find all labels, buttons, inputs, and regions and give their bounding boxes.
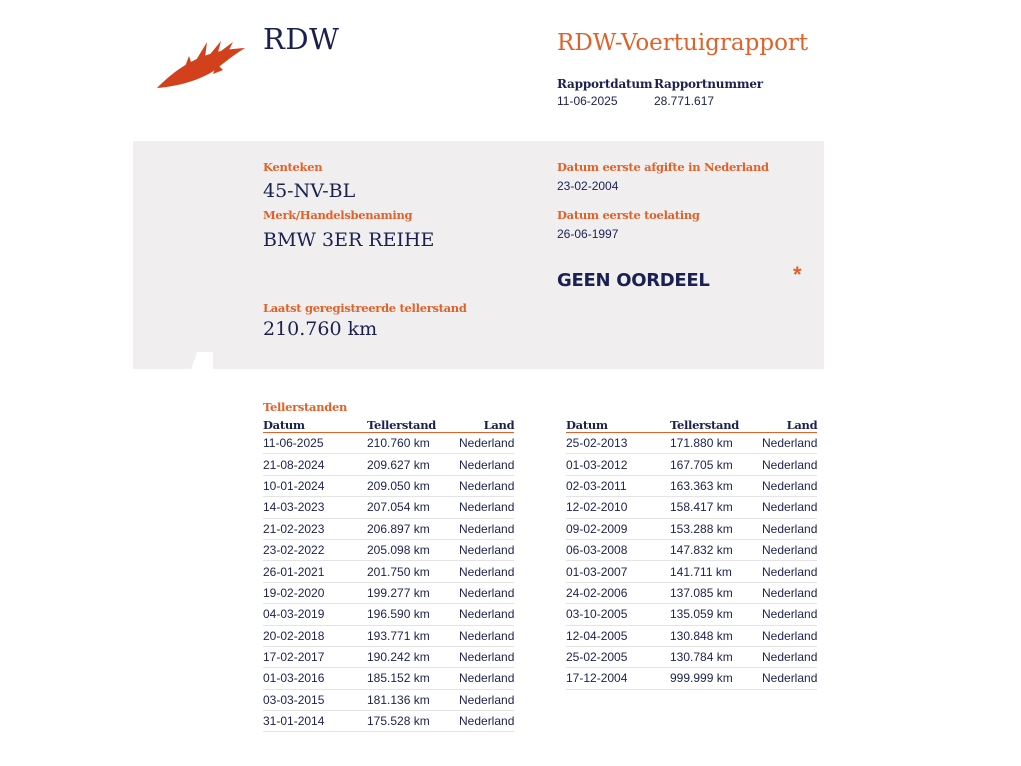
table-row — [566, 539, 817, 560]
reading-country: Nederland — [459, 604, 514, 625]
reading-date: 17-12-2004 — [566, 668, 670, 689]
reading-date: 03-03-2015 — [263, 689, 367, 710]
reading-value: 209.627 km — [367, 454, 459, 475]
reading-country: Nederland — [459, 518, 514, 539]
reading-country: Nederland — [459, 689, 514, 710]
first-admission-label: Datum eerste toelating — [557, 208, 700, 222]
table-row — [566, 604, 817, 625]
table-row — [263, 518, 514, 539]
readings-title: Tellerstanden — [263, 400, 348, 414]
panel-notch — [133, 352, 213, 370]
table-row — [263, 475, 514, 496]
reading-country: Nederland — [762, 625, 817, 646]
reading-date: 01-03-2012 — [566, 454, 670, 475]
reading-value: 153.288 km — [670, 518, 762, 539]
reading-value: 207.054 km — [367, 497, 459, 518]
reading-value: 137.085 km — [670, 582, 762, 603]
reading-value: 999.999 km — [670, 668, 762, 689]
first-admission-value: 26-06-1997 — [557, 227, 619, 241]
table-row — [263, 454, 514, 475]
readings-table-left — [263, 418, 514, 732]
table-row — [566, 433, 817, 454]
reading-date: 21-08-2024 — [263, 454, 367, 475]
plate-value: 45-NV-BL — [263, 180, 356, 202]
table-row — [263, 582, 514, 603]
col-header-date: Datum — [263, 418, 367, 433]
reading-date: 17-02-2017 — [263, 646, 367, 667]
reading-date: 09-02-2009 — [566, 518, 670, 539]
verdict-asterisk: * — [793, 262, 802, 287]
reading-country: Nederland — [762, 646, 817, 667]
reading-country: Nederland — [459, 454, 514, 475]
table-row — [566, 625, 817, 646]
reading-date: 31-01-2014 — [263, 711, 367, 732]
reading-country: Nederland — [762, 539, 817, 560]
table-row — [263, 711, 514, 732]
table-row — [263, 433, 514, 454]
reading-value: 193.771 km — [367, 625, 459, 646]
reading-value: 135.059 km — [670, 604, 762, 625]
reading-value: 190.242 km — [367, 646, 459, 667]
first-nl-label: Datum eerste afgifte in Nederland — [557, 160, 769, 174]
reading-country: Nederland — [459, 711, 514, 732]
reading-country: Nederland — [459, 433, 514, 454]
reading-value: 199.277 km — [367, 582, 459, 603]
table-row — [263, 668, 514, 689]
report-number-value: 28.771.617 — [654, 94, 715, 108]
col-header-country: Land — [762, 418, 817, 433]
first-nl-value: 23-02-2004 — [557, 179, 619, 193]
table-row — [263, 561, 514, 582]
table-row — [566, 518, 817, 539]
reading-date: 21-02-2023 — [263, 518, 367, 539]
reading-date: 20-02-2018 — [263, 625, 367, 646]
reading-date: 19-02-2020 — [263, 582, 367, 603]
reading-country: Nederland — [762, 433, 817, 454]
table-row — [566, 582, 817, 603]
reading-value: 147.832 km — [670, 539, 762, 560]
reading-value: 209.050 km — [367, 475, 459, 496]
table-row — [566, 497, 817, 518]
reading-country: Nederland — [762, 604, 817, 625]
reading-country: Nederland — [459, 497, 514, 518]
readings-table-right — [566, 418, 817, 690]
table-row — [566, 454, 817, 475]
reading-country: Nederland — [762, 454, 817, 475]
table-row — [263, 646, 514, 667]
make-value: BMW 3ER REIHE — [263, 229, 435, 251]
reading-date: 26-01-2021 — [263, 561, 367, 582]
reading-value: 206.897 km — [367, 518, 459, 539]
reading-date: 01-03-2007 — [566, 561, 670, 582]
table-row — [566, 561, 817, 582]
odometer-value: 210.760 km — [263, 318, 378, 340]
reading-date: 04-03-2019 — [263, 604, 367, 625]
table-row — [566, 668, 817, 689]
reading-date: 25-02-2005 — [566, 646, 670, 667]
reading-value: 201.750 km — [367, 561, 459, 582]
reading-date: 23-02-2022 — [263, 539, 367, 560]
col-header-reading: Tellerstand — [367, 418, 459, 433]
table-row — [263, 539, 514, 560]
reading-value: 210.760 km — [367, 433, 459, 454]
reading-date: 06-03-2008 — [566, 539, 670, 560]
reading-value: 175.528 km — [367, 711, 459, 732]
reading-date: 03-10-2005 — [566, 604, 670, 625]
report-number-label: Rapportnummer — [654, 77, 763, 91]
reading-country: Nederland — [459, 668, 514, 689]
reading-country: Nederland — [459, 625, 514, 646]
verdict: GEEN OORDEEL — [557, 270, 710, 291]
col-header-reading: Tellerstand — [670, 418, 762, 433]
table-row — [263, 604, 514, 625]
reading-country: Nederland — [762, 668, 817, 689]
reading-country: Nederland — [459, 475, 514, 496]
reading-value: 141.711 km — [670, 561, 762, 582]
reading-date: 12-04-2005 — [566, 625, 670, 646]
col-header-date: Datum — [566, 418, 670, 433]
reading-value: 185.152 km — [367, 668, 459, 689]
reading-value: 181.136 km — [367, 689, 459, 710]
rdw-logo-icon — [155, 40, 250, 90]
report-date-label: Rapportdatum — [557, 77, 653, 91]
table-row — [263, 497, 514, 518]
reading-value: 196.590 km — [367, 604, 459, 625]
reading-date: 14-03-2023 — [263, 497, 367, 518]
col-header-country: Land — [459, 418, 514, 433]
reading-date: 01-03-2016 — [263, 668, 367, 689]
reading-country: Nederland — [762, 475, 817, 496]
report-title: RDW-Voertuigrapport — [557, 30, 809, 56]
make-label: Merk/Handelsbenaming — [263, 208, 413, 222]
reading-value: 167.705 km — [670, 454, 762, 475]
table-row — [566, 646, 817, 667]
plate-label: Kenteken — [263, 160, 323, 174]
vehicle-info-panel — [133, 141, 824, 369]
brand-name: RDW — [263, 22, 340, 56]
reading-date: 12-02-2010 — [566, 497, 670, 518]
table-row — [566, 475, 817, 496]
reading-country: Nederland — [459, 646, 514, 667]
reading-date: 11-06-2025 — [263, 433, 367, 454]
reading-country: Nederland — [459, 539, 514, 560]
reading-country: Nederland — [762, 497, 817, 518]
reading-country: Nederland — [762, 582, 817, 603]
reading-value: 158.417 km — [670, 497, 762, 518]
reading-date: 10-01-2024 — [263, 475, 367, 496]
odometer-label: Laatst geregistreerde tellerstand — [263, 301, 467, 315]
table-row — [263, 625, 514, 646]
reading-country: Nederland — [762, 518, 817, 539]
reading-country: Nederland — [762, 561, 817, 582]
reading-value: 130.848 km — [670, 625, 762, 646]
reading-date: 24-02-2006 — [566, 582, 670, 603]
reading-date: 25-02-2013 — [566, 433, 670, 454]
table-row — [263, 689, 514, 710]
reading-value: 171.880 km — [670, 433, 762, 454]
reading-value: 163.363 km — [670, 475, 762, 496]
reading-country: Nederland — [459, 561, 514, 582]
reading-country: Nederland — [459, 582, 514, 603]
reading-value: 130.784 km — [670, 646, 762, 667]
reading-date: 02-03-2011 — [566, 475, 670, 496]
reading-value: 205.098 km — [367, 539, 459, 560]
report-date-value: 11-06-2025 — [557, 94, 618, 108]
